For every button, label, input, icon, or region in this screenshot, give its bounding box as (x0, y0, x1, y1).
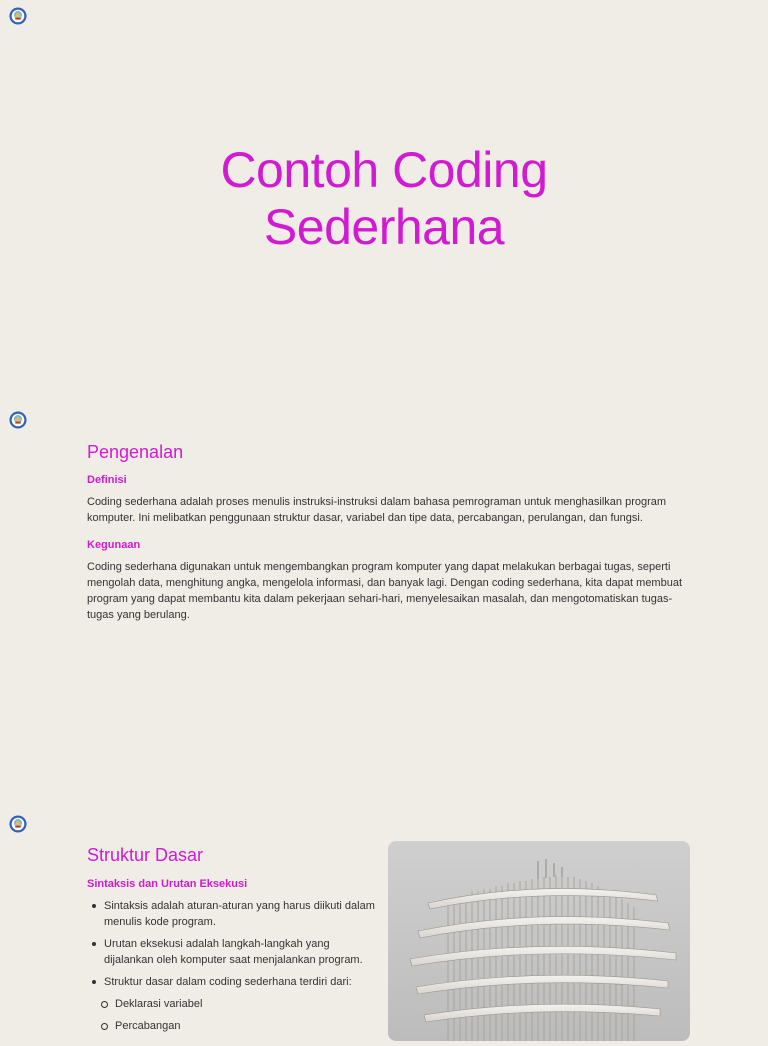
list-item: Sintaksis adalah aturan-aturan yang harus diikuti dalam menulis kode program. (87, 898, 377, 930)
building-model-illustration (388, 841, 690, 1041)
slide-title (0, 0, 768, 404)
sintaksis-label: Sintaksis dan Urutan Eksekusi (87, 878, 248, 890)
architecture-photo (388, 841, 690, 1041)
list-item: Urutan eksekusi adalah langkah-langkah yang dijalankan oleh komputer saat menjalankan program. (87, 936, 377, 968)
section-heading: Pengenalan (87, 442, 184, 462)
struktur-list (87, 898, 377, 1040)
emblem-logo-icon (9, 815, 27, 833)
section-heading: Struktur Dasar (87, 845, 204, 865)
kegunaan-text: Coding sederhana digunakan untuk mengembangkan program komputer yang dapat melakukan berbagai tugas, seperti mengolah data, menghitung angka, mengelola informasi, dan banyak lagi. Dengan coding sederhana, kita dapat membuat program yang dapat membantu kita dalam pekerjaan sehari-hari, menyelesaikan masalah, dan mengotomatiskan tugas-tugas yang berulang. (87, 561, 683, 621)
definisi-label: Definisi (87, 474, 127, 486)
slide-struktur-dasar (0, 808, 768, 1032)
kegunaan-label: Kegunaan (87, 539, 141, 551)
emblem-logo-icon (9, 411, 27, 429)
sub-list-item: Percabangan (87, 1018, 377, 1034)
slide-pengenalan (0, 404, 768, 808)
sub-list-item: Deklarasi variabel (87, 996, 377, 1012)
list-item: Struktur dasar dalam coding sederhana terdiri dari: (87, 974, 377, 990)
emblem-logo-icon (9, 7, 27, 25)
page-title: Contoh Coding Sederhana (220, 142, 548, 255)
definisi-text: Coding sederhana adalah proses menulis instruksi-instruksi dalam bahasa pemrograman untuk menghasilkan program komputer. Ini melibatkan penggunaan struktur dasar, variabel dan tipe data, percabangan, perulangan, dan fungsi. (87, 496, 667, 524)
